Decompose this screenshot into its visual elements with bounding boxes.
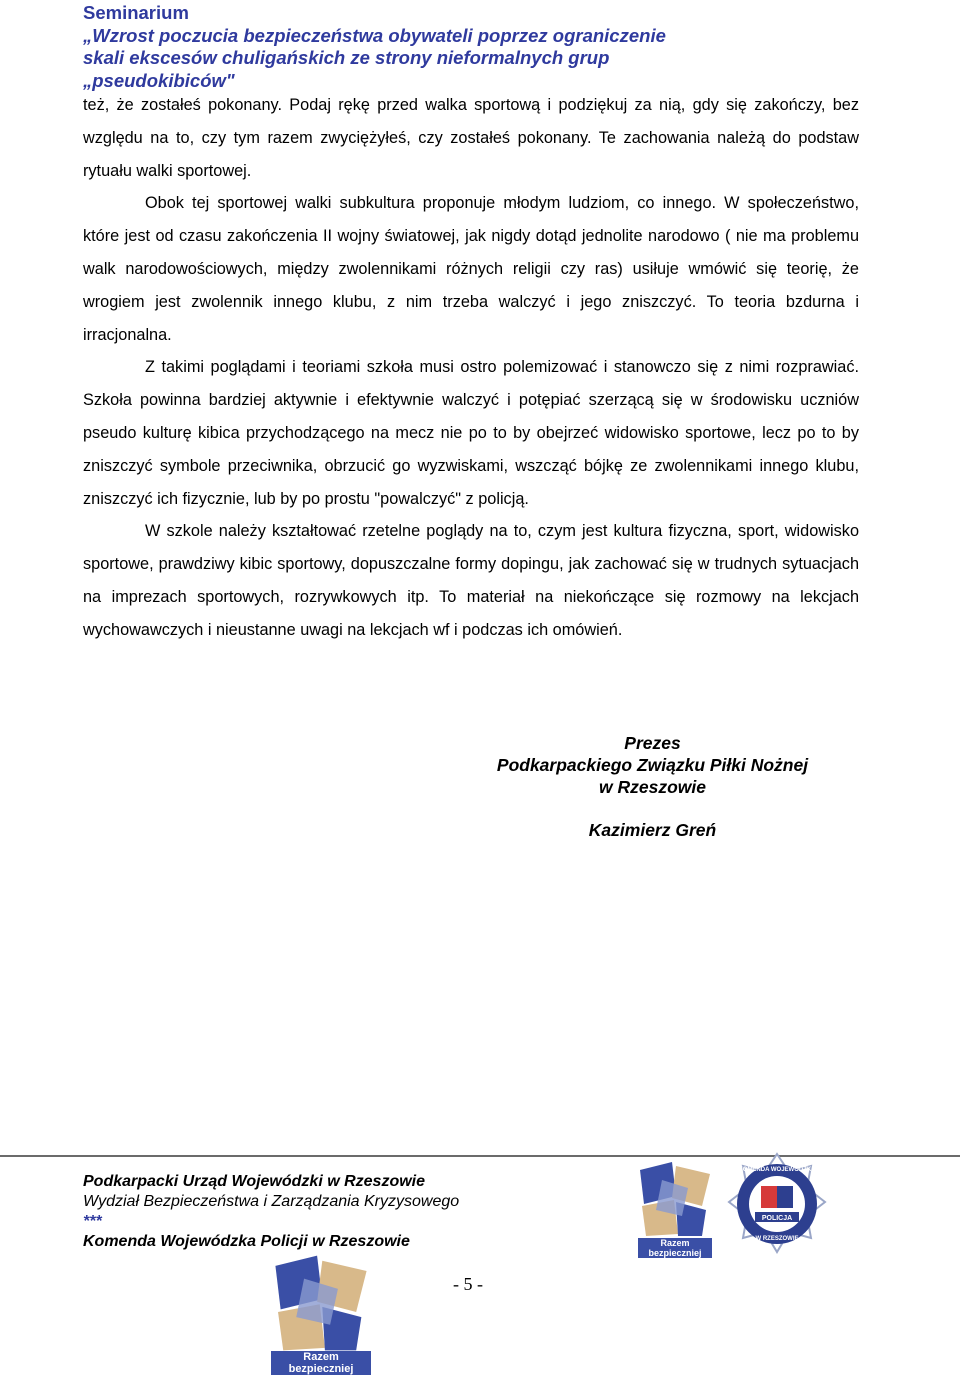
- razem-caption-line-1: Razem: [303, 1351, 339, 1363]
- header-title-line-1: „Wzrost poczucia bezpieczeństwa obywateli poprzez ograniczenie: [83, 24, 666, 46]
- police-ring-top: KOMENDA WOJEWÓDZKA: [738, 1167, 816, 1173]
- razem-bezpieczniej-caption: [638, 1238, 712, 1258]
- footer-department: Wydział Bezpieczeństwa i Zarządzania Kryzysowego: [83, 1193, 460, 1210]
- paragraph-4: W szkole należy kształtować rzetelne poglądy na to, czym jest kultura fizyczna, sport, widowisko sportowe, prawdziwy kibic sportowy, dopuszczalne formy dopingu, jak zachować się w trudnych sytuacjach na imprezach sportowych, rozrywkowych itp. To materiał na niekończące się rozmowy na lekcjach wychowawczych i nieustanne uwagi na lekcjach wf i podczas ich omówień.: [83, 522, 859, 639]
- paragraph-3: Z takimi poglądami i teoriami szkoła musi ostro polemizować i stanowczo się z nimi rozprawiać. Szkoła powinna bardziej aktywnie i efektywnie walczyć i potępiać szerzącą się w środowisku uczniów pseudo kulturę kibica przychodzącego na mecz nie po to by obejrzeć widowisko sportowe, lecz po to by zniszczyć symbole przeciwnika, obrzucić go wyzwiskami, wszcząć bójkę ze zwolennikami innego klubu, zniszczyć ich fizycznie, lub by po prostu "powalczyć" z policją.: [83, 358, 859, 508]
- razem-caption-line-1: Razem: [660, 1238, 690, 1248]
- razem-caption-line-2: bezpieczniej: [288, 1363, 354, 1375]
- document-body: [83, 89, 859, 647]
- razem-bezpieczniej-caption: [271, 1351, 371, 1375]
- paragraph-2: Obok tej sportowej walki subkultura proponuje młodym ludziom, co innego. W społeczeństwo, które jest od czasu zakończenia II wojny światowej, jak nigdy dotąd jednolite narodowo ( nie ma problemu walk narodowościowych, między zwolennikami różnych religii czy ras) usiłuje wmówić się teorię, że wrogiem jest zwolennik innego klubu, z nim trzeba walczyć i jego zniszczyć. To teoria bzdurna i irracjonalna.: [83, 194, 859, 344]
- signature-name: Kazimierz Greń: [588, 820, 717, 840]
- document-header: [83, 2, 903, 92]
- paragraph-1: też, że zostałeś pokonany. Podaj rękę przed walka sportową i podziękuj za nią, gdy się zakończy, bez względu na to, czy tym razem zwyciężyłeś, czy zostałeś pokonany. Te zachowania należą do podstaw rytuału walki sportowej.: [83, 96, 859, 180]
- signature-title: Prezes: [624, 733, 681, 753]
- razem-bezpieczniej-emblem-icon: [265, 1253, 377, 1353]
- page-number: - 5 -: [453, 1274, 483, 1294]
- police-star-icon: [727, 1152, 827, 1264]
- signature-organization: Podkarpackiego Związku Piłki Nożnej: [496, 755, 809, 775]
- razem-bezpieczniej-emblem-icon: [632, 1160, 718, 1238]
- signature-block: [470, 732, 835, 841]
- police-emblem-logo: [727, 1152, 827, 1264]
- footer-separator: ***: [83, 1213, 102, 1230]
- footer-text: [83, 1172, 603, 1252]
- razem-bezpieczniej-logo: [632, 1160, 718, 1262]
- police-ring-bottom: W RZESZOWIE: [755, 1236, 799, 1242]
- police-label: POLICJA: [761, 1215, 793, 1222]
- footer-office: Podkarpacki Urząd Wojewódzki w Rzeszowie: [83, 1173, 426, 1190]
- razem-caption-line-2: bezpieczniej: [648, 1248, 702, 1258]
- razem-bezpieczniej-logo-bottom: [265, 1253, 377, 1379]
- signature-place: w Rzeszowie: [599, 777, 706, 797]
- header-seminar-label: Seminarium: [83, 2, 189, 23]
- header-title-line-3: „pseudokibiców": [83, 69, 235, 91]
- header-title-line-2: skali ekscesów chuligańskich ze strony nieformalnych grup: [83, 47, 610, 68]
- footer-police-hq: Komenda Wojewódzka Policji w Rzeszowie: [83, 1233, 410, 1250]
